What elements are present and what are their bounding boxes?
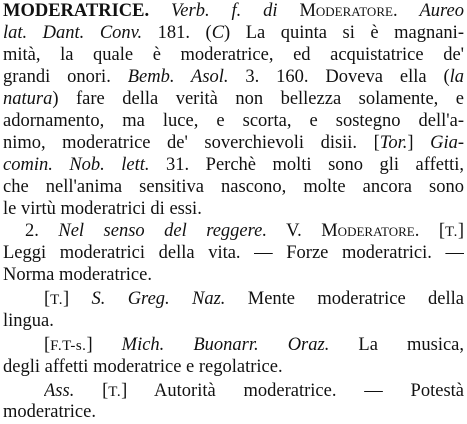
text-run: Leggi moderatrici della vita. — Forze moderatrici. — xyxy=(3,243,464,263)
entry-line xyxy=(3,310,464,333)
entry-line xyxy=(3,22,464,45)
text-run: . xyxy=(392,1,420,21)
italic-run: S. Greg. Naz. xyxy=(91,289,226,309)
citation-line xyxy=(44,380,464,404)
entry-line xyxy=(3,264,464,287)
text-run: ) La quinta si è magnani- xyxy=(224,23,464,43)
italic-run: Mich. Buonarr. Oraz. xyxy=(121,335,330,355)
citation-line xyxy=(44,288,464,312)
text-run: adornamento, ma luce, e scorta, e sostegno dell'a- xyxy=(3,111,464,131)
text-run: . [ xyxy=(414,221,446,241)
text-run: Norma moderatrice. xyxy=(3,265,152,285)
text-run: 181. ( xyxy=(142,23,212,43)
text-run: ] Autorità moderatrice. — Potestà xyxy=(121,381,464,401)
text-run: 2. xyxy=(25,221,59,241)
italic-run: natura xyxy=(3,89,53,109)
headword: MODERATRICE. xyxy=(3,1,150,21)
source-tag: T. xyxy=(50,292,63,308)
text-run: 3. 160. Doveva ella ( xyxy=(228,67,450,87)
text-run: lingua. xyxy=(3,311,54,331)
smallcaps-run: Moderatore xyxy=(299,1,393,21)
entry-line xyxy=(3,66,464,89)
source-tag: T. xyxy=(445,224,458,240)
entry-line xyxy=(3,110,464,133)
text-run: Mente moderatrice della xyxy=(225,289,464,309)
text-run: moderatrice. xyxy=(3,402,96,422)
entry-line xyxy=(3,242,464,265)
italic-run: Bemb. Asol. xyxy=(127,67,229,87)
text-run: ] xyxy=(62,289,92,309)
entry-line xyxy=(3,154,464,177)
italic-run: Ass. xyxy=(44,381,75,401)
text-run: ) fare della verità non bellezza solamente, e xyxy=(52,89,464,109)
text-run: ] xyxy=(457,221,464,241)
italic-run: C xyxy=(211,23,225,43)
text-run: La musica, xyxy=(329,335,464,355)
text-run: [ xyxy=(44,289,51,309)
text-run: mità, la quale è moderatrice, ed acquistatrice de' xyxy=(3,45,464,65)
italic-run: Nel senso del reggere. xyxy=(58,221,267,241)
text-run: grandi onori. xyxy=(3,67,128,87)
text-run: le virtù moderatrici di essi. xyxy=(3,199,202,219)
text-run: degli affetti moderatrice e regolatrice. xyxy=(3,357,283,377)
entry-line xyxy=(3,132,464,155)
italic-run: comin. Nob. lett. xyxy=(3,155,150,175)
entry-line xyxy=(3,176,464,199)
text-run: che nell'anima sensitiva nascono, molte ancora sono xyxy=(3,177,464,197)
italic-run: Gia- xyxy=(430,133,464,153)
text-run: ] xyxy=(86,335,122,355)
text-run: nimo, moderatrice de' soverchievoli disii. [ xyxy=(3,133,380,153)
text-run: ] xyxy=(407,133,431,153)
italic-run: lat. Dant. Conv. xyxy=(3,23,143,43)
text-run: V. xyxy=(267,221,322,241)
entry-line xyxy=(3,356,464,379)
source-tag: F.T-s. xyxy=(50,338,87,354)
text-run: 31. Perchè molti sono gli affetti, xyxy=(149,155,464,175)
italic-run: la xyxy=(449,67,464,87)
italic-run: Aureo xyxy=(419,1,464,21)
entry-line xyxy=(3,198,464,221)
text-run: [ xyxy=(74,381,109,401)
sense-heading-line xyxy=(25,220,464,244)
source-tag: T. xyxy=(108,384,122,400)
entry-line xyxy=(3,0,464,23)
entry-line xyxy=(3,44,464,67)
entry-line xyxy=(3,401,464,424)
citation-line xyxy=(44,334,464,358)
text-run: [ xyxy=(44,335,51,355)
smallcaps-run: Moderatore xyxy=(321,221,415,241)
italic-run: Verb. f. di xyxy=(149,1,300,21)
entry-line xyxy=(3,88,464,111)
italic-run: Tor. xyxy=(379,133,408,153)
